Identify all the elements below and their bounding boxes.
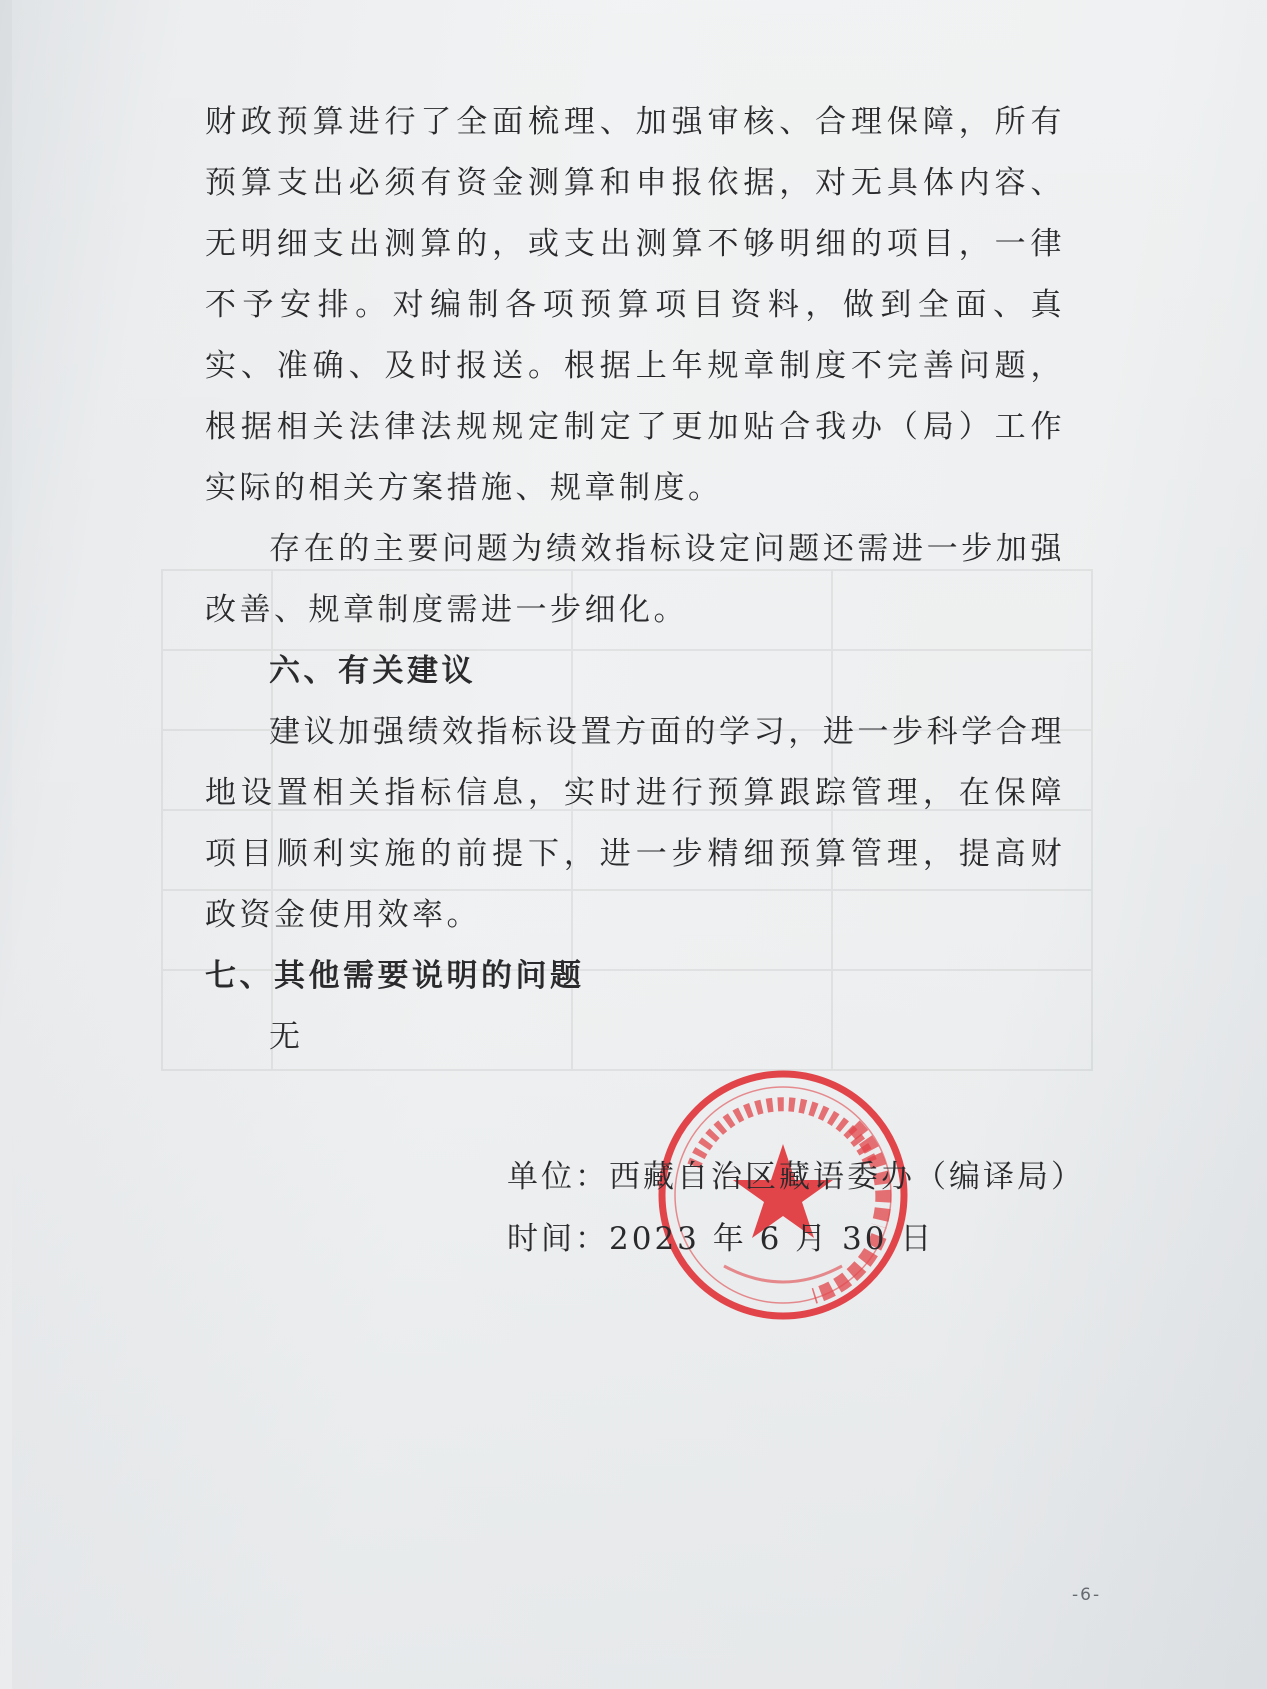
paragraph-suggestions: 建议加强绩效指标设置方面的学习，进一步科学合理地设置相关指标信息，实时进行预算跟踪管理，在保障项目顺利实施的前提下，进一步精细预算管理，提高财政资金使用效率。 — [205, 714, 1065, 933]
signature-block — [507, 1146, 1085, 1270]
document-page — [12, 0, 1267, 1689]
document-body — [205, 92, 1065, 1068]
page-number: -6- — [1072, 1585, 1102, 1605]
section-heading-other-issues: 七、其他需要说明的问题 — [205, 958, 585, 994]
section-heading-suggestions: 六、有关建议 — [269, 653, 476, 689]
paragraph-main-problems: 存在的主要问题为绩效指标设定问题还需进一步加强改善、规章制度需进一步细化。 — [205, 531, 1065, 628]
paragraph-other-issues: 无 — [269, 1019, 304, 1055]
signature-unit: 单位：西藏自治区藏语委办（编译局） — [507, 1159, 1085, 1195]
paragraph-budget-review: 财政预算进行了全面梳理、加强审核、合理保障，所有预算支出必须有资金测算和申报依据，对无具体内容、无明细支出测算的，或支出测算不够明细的项目，一律不予安排。对编制各项预算项目资料，做到全面、真实、准确、及时报送。根据上年规章制度不完善问题，根据相关法律法规规定制定了更加贴合我办（局）工作实际的相关方案措施、规章制度。 — [205, 104, 1065, 506]
signature-date: 时间：2023 年 6 月 30 日 — [507, 1221, 935, 1257]
